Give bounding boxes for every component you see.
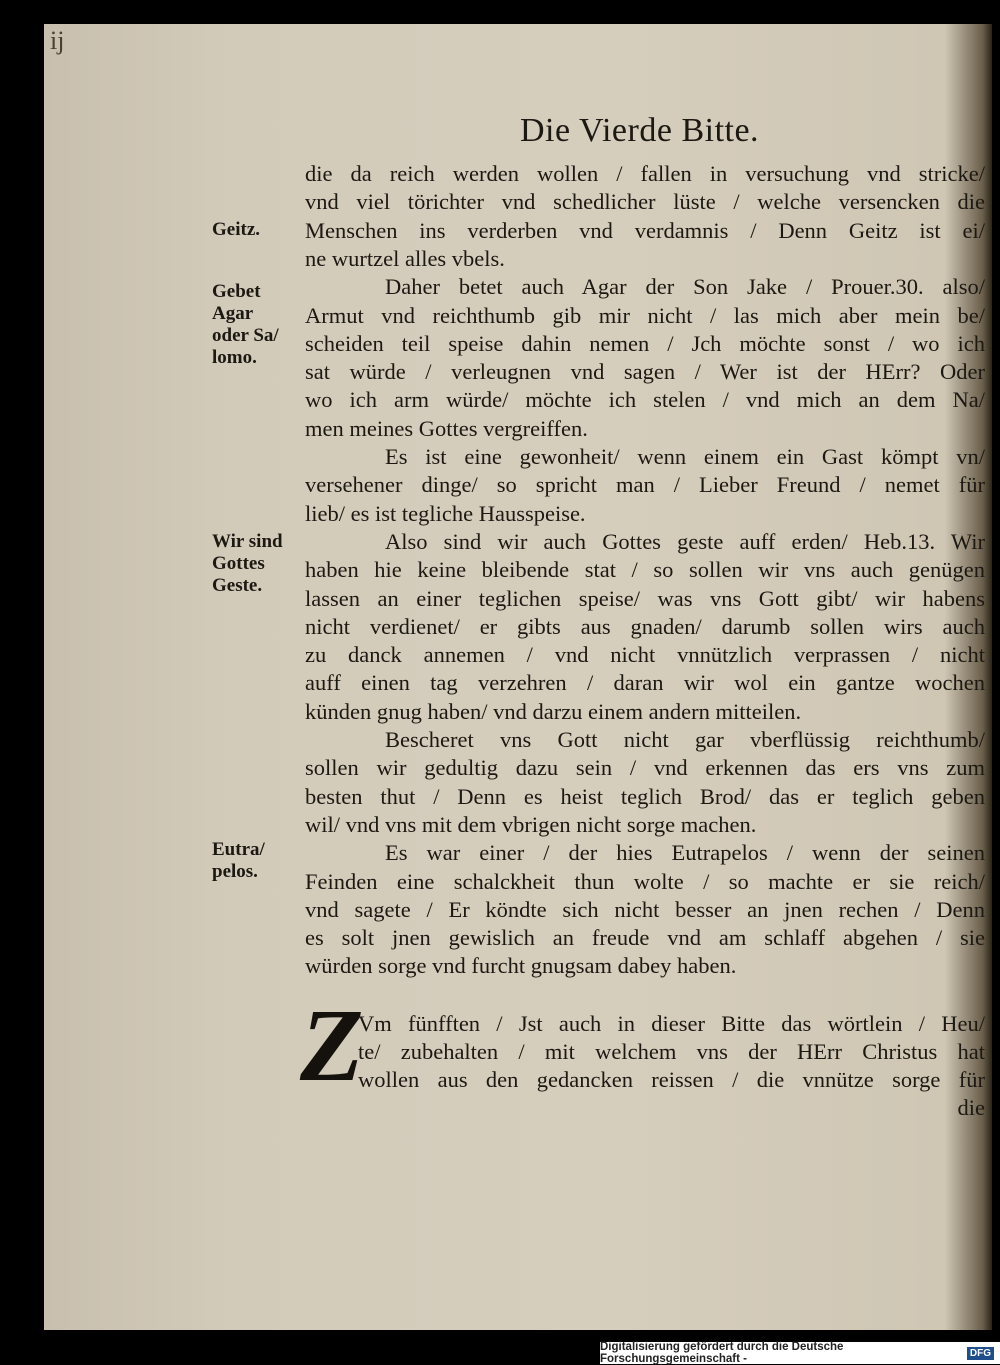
margin-note-eutrapelos: Eutra/ pelos. [212, 839, 265, 882]
footer-credit: Digitalisierung gefördert durch die Deutsche Forschungsgemeinschaft - [600, 1341, 844, 1365]
text-line: Menschen ins verderben vnd verdamnis / Denn Geitz ist ei/ [305, 217, 985, 243]
text-line: scheiden teil speise dahin nemen / Jch möchte sonst / wo ich [305, 330, 985, 356]
text-line: Feinden eine schalckheit thun wolte / so machte er sie reich/ [305, 868, 985, 894]
running-heading: Die Vierde Bitte. [520, 112, 760, 149]
margin-note-gebet-agar: Gebet Agar oder Sa/ lomo. [212, 281, 279, 368]
text-line: zu danck annemen / vnd nicht vnnützlich verprassen / nicht [305, 642, 985, 668]
footer-bar [600, 1342, 1000, 1364]
text-line: Bescheret vns Gott nicht gar vberflüssig reichthumb/ [385, 727, 985, 752]
text-line: Es war einer / der hies Eutrapelos / wenn der seinen [385, 840, 985, 866]
text-line: wollen aus den gedancken reissen / die vnnütze sorge für [358, 1067, 985, 1092]
drop-cap: Z [300, 988, 364, 1103]
dfg-logo: DFG [967, 1347, 994, 1360]
text-line: nicht verdienet/ er gibts aus gnaden/ darumb sollen wirs auch [305, 613, 985, 639]
text-line: Es ist eine gewonheit/ wenn einem ein Gast kömpt vn/ [385, 444, 985, 469]
text-line: würden sorge vnd furcht gnugsam dabey haben. [305, 953, 737, 979]
text-line: Armut vnd reichthumb gib mir nicht / las mich aber mein be/ [305, 302, 985, 328]
text-line: wo ich arm würde/ möchte ich stelen / vnd mich an dem Na/ [305, 387, 985, 413]
text-line: Daher betet auch Agar der Son Jake / Prouer.30. also/ [385, 274, 985, 300]
margin-note-gottes-geste: Wir sind Gottes Geste. [212, 531, 283, 596]
text-line: haben hie keine bleibende stat / so sollen wir vns auch genügen [305, 557, 985, 583]
margin-note-geitz: Geitz. [212, 219, 261, 240]
text-line: te/ zubehalten / mit welchem vns der HErr Christus hat [358, 1039, 985, 1064]
text-line: sollen wir gedultig dazu sein / vnd erkennen das ers vns zum [305, 755, 985, 781]
corner-mark: ij [50, 26, 65, 55]
text-line: ne wurtzel alles vbels. [305, 245, 505, 271]
text-line: die da reich werden wollen / fallen in versuchung vnd stricke/ [305, 161, 985, 186]
text-line: künden gnug haben/ vnd darzu einem andern mitteilen. [305, 698, 802, 724]
text-line: es solt jnen gewislich an freude vnd am schlaff abgehen / sie [305, 925, 985, 951]
text-line: vnd sagete / Er köndte sich nicht besser an jnen rechen / Denn [305, 896, 985, 922]
catchword: die [957, 1095, 985, 1120]
text-line: lieb/ es ist tegliche Hausspeise. [305, 500, 586, 526]
text-line: auff einen tag verzehren / daran wir wol ein gantze wochen [305, 670, 985, 696]
text-line: besten thut / Denn es heist teglich Brod/ das er teglich geben [305, 783, 985, 809]
text-line: sat würde / verleugnen vnd sagen / Wer ist der HErr? Oder [305, 359, 985, 385]
text-line: lassen an einer teglichen speise/ was vns Gott gibt/ wir habens [305, 585, 985, 611]
text-line: men meines Gottes vergreiffen. [305, 415, 588, 441]
text-line: wil/ vnd vns mit dem vbrigen nicht sorge machen. [305, 811, 757, 837]
text-line: Also sind wir auch Gottes geste auff erden/ Heb.13. Wir [385, 528, 985, 554]
text-line: Vm fünfften / Jst auch in dieser Bitte das wörtlein / Heu/ [358, 1011, 985, 1036]
text-line: vnd viel törichter vnd schedlicher lüste / welche versencken die [305, 189, 985, 215]
text-line: versehener dinge/ so spricht man / Lieber Freund / nemet für [305, 472, 985, 498]
